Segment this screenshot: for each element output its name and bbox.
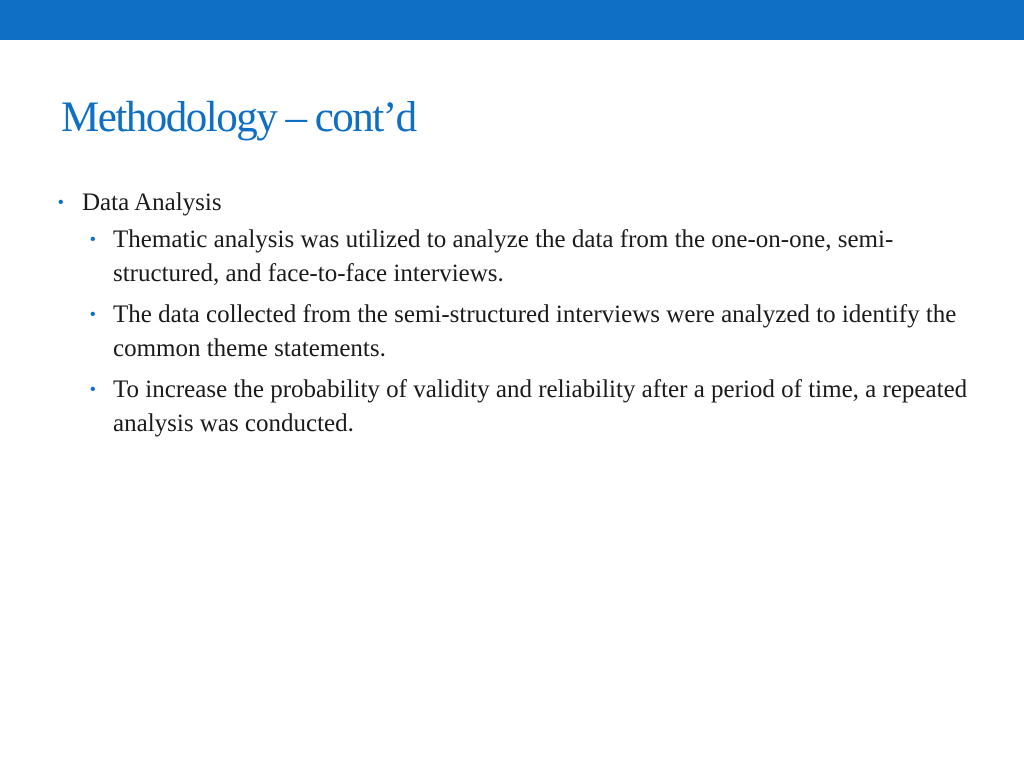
slide-body bbox=[58, 186, 978, 441]
slide-title: Methodology – cont’d bbox=[61, 94, 416, 141]
bullet-icon: • bbox=[58, 194, 64, 211]
sub-bullet-text: Thematic analysis was utilized to analyze the data from the one-on-one, semi-structured, and face-to-face interviews. bbox=[113, 226, 894, 287]
sub-bullet-item bbox=[88, 298, 978, 366]
bullet-icon: • bbox=[90, 231, 96, 248]
sub-bullet-item bbox=[88, 373, 978, 441]
bullet-icon: • bbox=[90, 381, 96, 398]
header-band bbox=[0, 0, 1024, 40]
sub-bullet-item bbox=[88, 223, 978, 291]
sub-bullet-text: The data collected from the semi-structured interviews were analyzed to identify the common theme statements. bbox=[113, 301, 957, 362]
bullet-item-data-analysis bbox=[58, 186, 978, 220]
section-label: Data Analysis bbox=[82, 189, 222, 216]
sub-bullet-text: To increase the probability of validity and reliability after a period of time, a repeated analysis was conducted. bbox=[113, 376, 968, 437]
bullet-icon: • bbox=[90, 306, 96, 323]
